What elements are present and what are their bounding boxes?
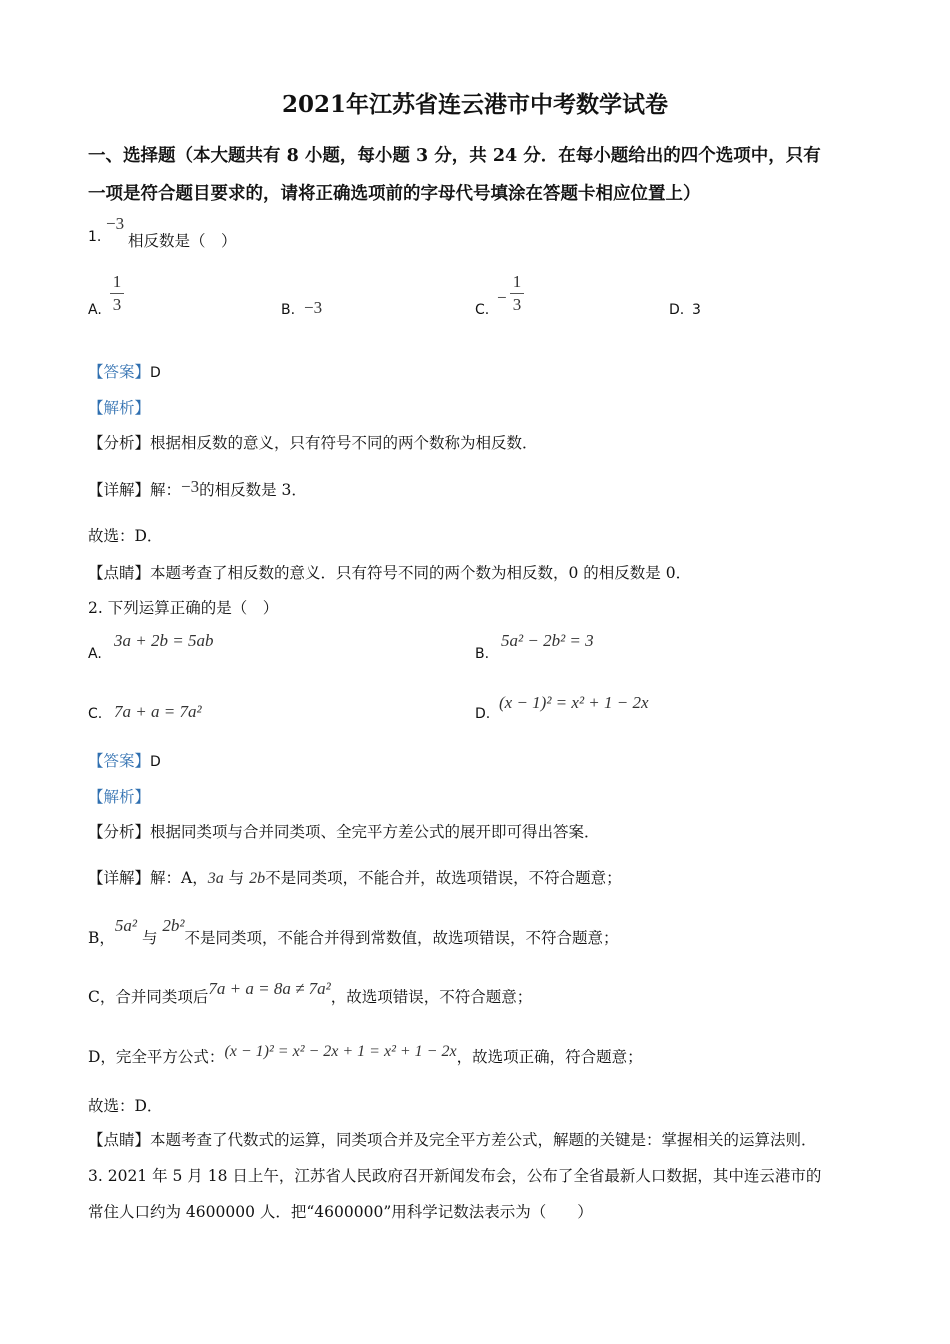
q1-detail-expr: −3 <box>181 477 200 496</box>
q1-option-c-sign: − <box>497 288 507 307</box>
q2-stem: 2. 下列运算正确的是（ ） <box>88 599 279 617</box>
q2-option-d-letter: D. <box>475 706 491 722</box>
q2-detail-b-mid: 与 <box>141 929 158 947</box>
q1-option-c-numerator: 1 <box>512 272 522 291</box>
q1-number: 1. <box>88 229 102 245</box>
q2-choose: 故选：D． <box>88 1097 163 1115</box>
q2-detail-c-post: ，故选项错误，不符合题意； <box>330 988 533 1006</box>
q1-stem: 相反数是（ ） <box>128 232 237 250</box>
q2-option-b-letter: B. <box>475 646 490 662</box>
q2-comment: 本题考查了代数式的运算，同类项合并及完全平方差公式，解题的关键是：掌握相关的运算法则． <box>150 1131 817 1149</box>
q2-detail-b-pre: B， <box>88 929 115 947</box>
q2-detail-a-e2: 2b <box>249 870 266 887</box>
q1-fenxi: 根据相反数的意义，只有符号不同的两个数称为相反数． <box>150 434 538 452</box>
fenxi-label: 【分析】 <box>88 823 151 841</box>
q1-option-a-denominator: 3 <box>112 295 122 314</box>
q2-detail-a-post: 不是同类项，不能合并，故选项错误，不符合题意； <box>265 869 622 887</box>
q2-fenxi: 根据同类项与合并同类项、全完平方差公式的展开即可得出答案． <box>150 823 600 841</box>
q3-line1: 3. 2021 年 5 月 18 日上午，江苏省人民政府召开新闻发布会，公布了全省最新人口数据，其中连云港市的 <box>88 1167 822 1185</box>
q2-option-c-expr: 7a + a = 7a² <box>114 702 202 721</box>
q2-option-c-letter: C. <box>88 706 103 722</box>
q1-option-a-numerator: 1 <box>112 272 122 291</box>
analysis-label: 【解析】 <box>88 399 151 417</box>
section-heading-line2: 一项是符合题目要求的，请将正确选项前的字母代号填涂在答题卡相应位置上） <box>88 184 701 204</box>
q1-choose: 故选：D． <box>88 527 163 545</box>
q1-comment: 本题考查了相反数的意义．只有符号不同的两个数为相反数，0 的相反数是 0． <box>150 564 692 582</box>
q2-detail-b-e1: 5a² <box>114 916 137 935</box>
q2-detail-c-pre: C，合并同类项后 <box>88 988 209 1006</box>
section-heading-line1: 一、选择题（本大题共有 8 小题，每小题 3 分，共 24 分．在每小题给出的四个选项中，只有 <box>88 146 821 166</box>
fraction-bar <box>510 293 524 294</box>
q1-option-b-letter: B. <box>281 302 296 318</box>
comment-label: 【点睛】 <box>88 1131 151 1149</box>
q2-detail-b-post: 不是同类项，不能合并得到常数值，故选项错误，不符合题意； <box>184 929 619 947</box>
q1-expr: −3 <box>106 214 125 233</box>
q2-option-a-letter: A. <box>88 646 102 662</box>
q2-detail-d-post: ，故选项正确，符合题意； <box>456 1048 643 1066</box>
q1-option-a-letter: A. <box>88 302 102 318</box>
answer-label: 【答案】 <box>88 363 151 381</box>
q2-detail-c-expr: 7a + a = 8a ≠ 7a² <box>208 979 331 998</box>
q1-option-a-fraction <box>110 272 124 315</box>
q2-detail-d-pre: D，完全平方公式： <box>88 1048 225 1066</box>
q1-option-d-letter: D. <box>669 302 685 318</box>
answer-label: 【答案】 <box>88 752 151 770</box>
comment-label: 【点睛】 <box>88 564 151 582</box>
q1-detail-post: 的相反数是 3． <box>199 481 307 499</box>
q2-detail-b-e2: 2b² <box>162 916 185 935</box>
detail-label: 【详解】 <box>88 869 151 887</box>
page-title: 2021年江苏省连云港市中考数学试卷 <box>281 91 668 118</box>
fraction-bar <box>110 293 124 294</box>
q2-option-d-expr: (x − 1)² = x² + 1 − 2x <box>499 693 649 712</box>
q2-detail-a-e1: 3a <box>207 870 224 887</box>
fenxi-label: 【分析】 <box>88 434 151 452</box>
analysis-label: 【解析】 <box>88 788 151 806</box>
q2-detail-d-expr: (x − 1)² = x² − 2x + 1 = x² + 1 − 2x <box>224 1043 457 1060</box>
q2-option-a-expr: 3a + 2b = 5ab <box>114 631 214 650</box>
q1-option-d-value: 3 <box>692 302 701 318</box>
q3-line2: 常住人口约为 4600000 人．把“4600000”用科学记数法表示为（ ） <box>88 1203 593 1221</box>
q1-answer: D <box>150 365 161 381</box>
q2-detail-a-mid: 与 <box>228 869 245 887</box>
q1-option-c-fraction <box>510 272 524 315</box>
q1-detail-pre: 解： <box>150 481 182 499</box>
q2-option-b-expr: 5a² − 2b² = 3 <box>501 631 594 650</box>
q1-option-c-letter: C. <box>475 302 490 318</box>
q1-option-b-value: −3 <box>304 298 323 317</box>
q2-detail-a-pre: 解：A， <box>150 869 208 887</box>
q2-answer: D <box>150 754 161 770</box>
q1-option-c-denominator: 3 <box>512 295 522 314</box>
detail-label: 【详解】 <box>88 481 151 499</box>
